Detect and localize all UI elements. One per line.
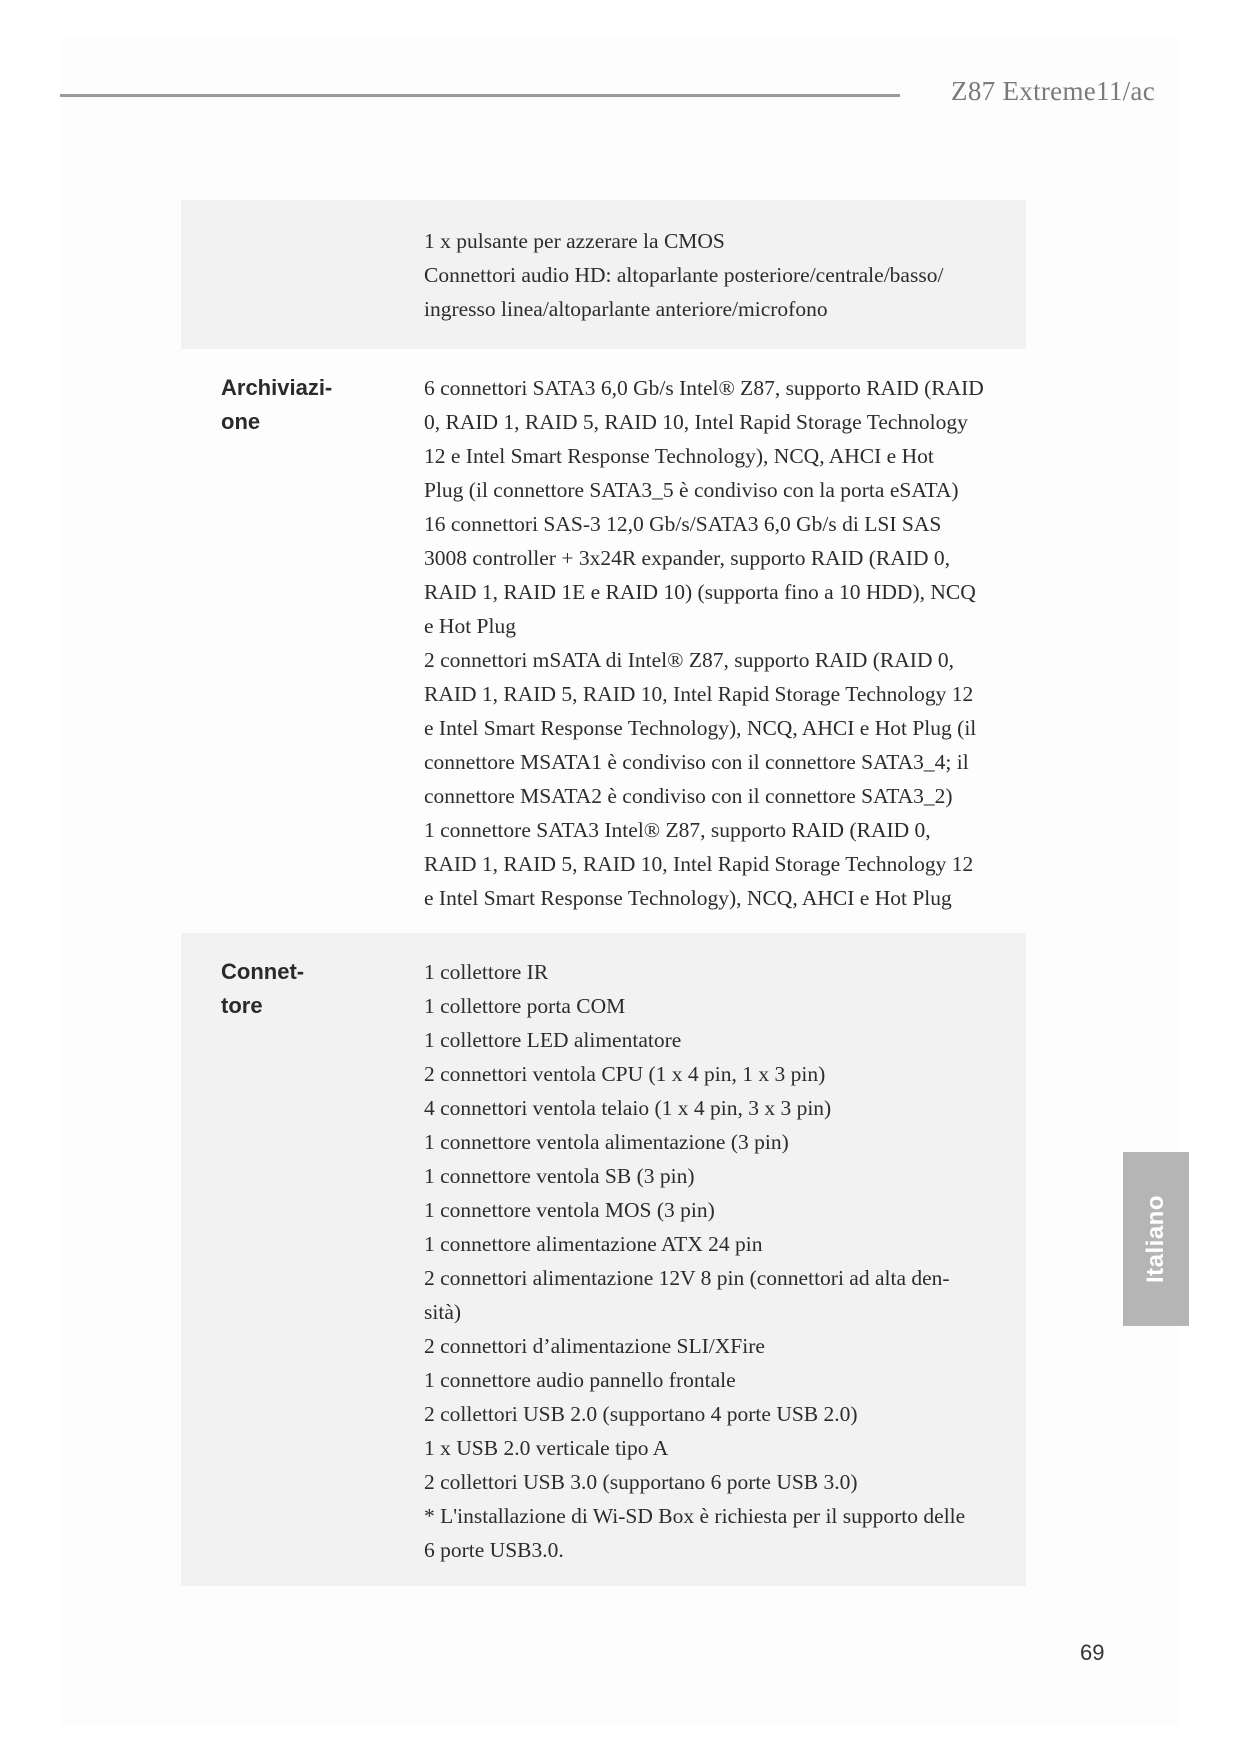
spec-line: 2 connettori mSATA di Intel® Z87, supporto RAID (RAID 0, bbox=[424, 648, 954, 672]
spec-line: RAID 1, RAID 1E e RAID 10) (supporta fino a 10 HDD), NCQ bbox=[424, 580, 976, 604]
spec-line: connettore MSATA1 è condiviso con il connettore SATA3_4; il bbox=[424, 750, 969, 774]
spec-line: e Hot Plug bbox=[424, 614, 516, 638]
spec-line: 3008 controller + 3x24R expander, supporto RAID (RAID 0, bbox=[424, 546, 950, 570]
spec-row-connectors bbox=[181, 933, 1026, 1586]
spec-line: 1 collettore LED alimentatore bbox=[424, 1028, 682, 1052]
spec-line: 1 connettore ventola SB (3 pin) bbox=[424, 1164, 695, 1188]
spec-label-line: tore bbox=[221, 993, 263, 1018]
spec-row-content bbox=[424, 955, 1014, 1567]
spec-line: 1 collettore porta COM bbox=[424, 994, 626, 1018]
spec-line: 6 porte USB3.0. bbox=[424, 1538, 564, 1562]
header-model-name: Z87 Extreme11/ac bbox=[951, 76, 1155, 106]
spec-line: ingresso linea/altoparlante anteriore/microfono bbox=[424, 297, 828, 321]
language-tab-label: Italiano bbox=[1142, 1194, 1169, 1284]
spec-line: 1 collettore IR bbox=[424, 960, 549, 984]
spec-row-label bbox=[221, 371, 371, 439]
spec-line: 1 x pulsante per azzerare la CMOS bbox=[424, 229, 725, 253]
spec-line: e Intel Smart Response Technology), NCQ, AHCI e Hot Plug bbox=[424, 886, 952, 910]
language-side-tab bbox=[1123, 1152, 1189, 1326]
spec-row-content bbox=[424, 224, 1014, 326]
spec-line: 1 connettore audio pannello frontale bbox=[424, 1368, 736, 1392]
spec-line: 0, RAID 1, RAID 5, RAID 10, Intel Rapid Storage Technology bbox=[424, 410, 968, 434]
spec-line: * L'installazione di Wi-SD Box è richiesta per il supporto delle bbox=[424, 1504, 966, 1528]
spec-line: 1 connettore SATA3 Intel® Z87, supporto RAID (RAID 0, bbox=[424, 818, 931, 842]
spec-line: Connettori audio HD: altoparlante posteriore/centrale/basso/ bbox=[424, 263, 944, 287]
spec-line: 16 connettori SAS-3 12,0 Gb/s/SATA3 6,0 Gb/s di LSI SAS bbox=[424, 512, 942, 536]
header-rule bbox=[60, 94, 900, 97]
page-number: 69 bbox=[1080, 1640, 1105, 1665]
spec-line: 12 e Intel Smart Response Technology), NCQ, AHCI e Hot bbox=[424, 444, 934, 468]
spec-row-storage bbox=[181, 371, 1026, 931]
spec-line: 2 collettori USB 3.0 (supportano 6 porte USB 3.0) bbox=[424, 1470, 858, 1494]
spec-label-line: Archiviazi- bbox=[221, 375, 333, 400]
spec-line: RAID 1, RAID 5, RAID 10, Intel Rapid Storage Technology 12 bbox=[424, 852, 974, 876]
spec-line: e Intel Smart Response Technology), NCQ, AHCI e Hot Plug (il bbox=[424, 716, 977, 740]
spec-label-line: Connet- bbox=[221, 959, 305, 984]
spec-line: 6 connettori SATA3 6,0 Gb/s Intel® Z87, supporto RAID (RAID bbox=[424, 376, 984, 400]
spec-line: 2 connettori alimentazione 12V 8 pin (connettori ad alta den- bbox=[424, 1266, 950, 1290]
spec-line: 2 connettori ventola CPU (1 x 4 pin, 1 x 3 pin) bbox=[424, 1062, 826, 1086]
spec-label-line: one bbox=[221, 409, 261, 434]
spec-line: sità) bbox=[424, 1300, 462, 1324]
spec-row-content bbox=[424, 371, 1014, 915]
spec-line: 2 collettori USB 2.0 (supportano 4 porte USB 2.0) bbox=[424, 1402, 858, 1426]
spec-line: 2 connettori d’alimentazione SLI/XFire bbox=[424, 1334, 765, 1358]
spec-line: 1 connettore ventola alimentazione (3 pin) bbox=[424, 1130, 789, 1154]
spec-line: Plug (il connettore SATA3_5 è condiviso con la porta eSATA) bbox=[424, 478, 959, 502]
spec-line: 4 connettori ventola telaio (1 x 4 pin, 3 x 3 pin) bbox=[424, 1096, 832, 1120]
spec-line: RAID 1, RAID 5, RAID 10, Intel Rapid Storage Technology 12 bbox=[424, 682, 974, 706]
spec-line: 1 connettore alimentazione ATX 24 pin bbox=[424, 1232, 763, 1256]
spec-line: 1 x USB 2.0 verticale tipo A bbox=[424, 1436, 669, 1460]
spec-row-rear-io-continued bbox=[181, 200, 1026, 349]
spec-line: 1 connettore ventola MOS (3 pin) bbox=[424, 1198, 715, 1222]
spec-row-label bbox=[221, 955, 371, 1023]
spec-line: connettore MSATA2 è condiviso con il connettore SATA3_2) bbox=[424, 784, 953, 808]
